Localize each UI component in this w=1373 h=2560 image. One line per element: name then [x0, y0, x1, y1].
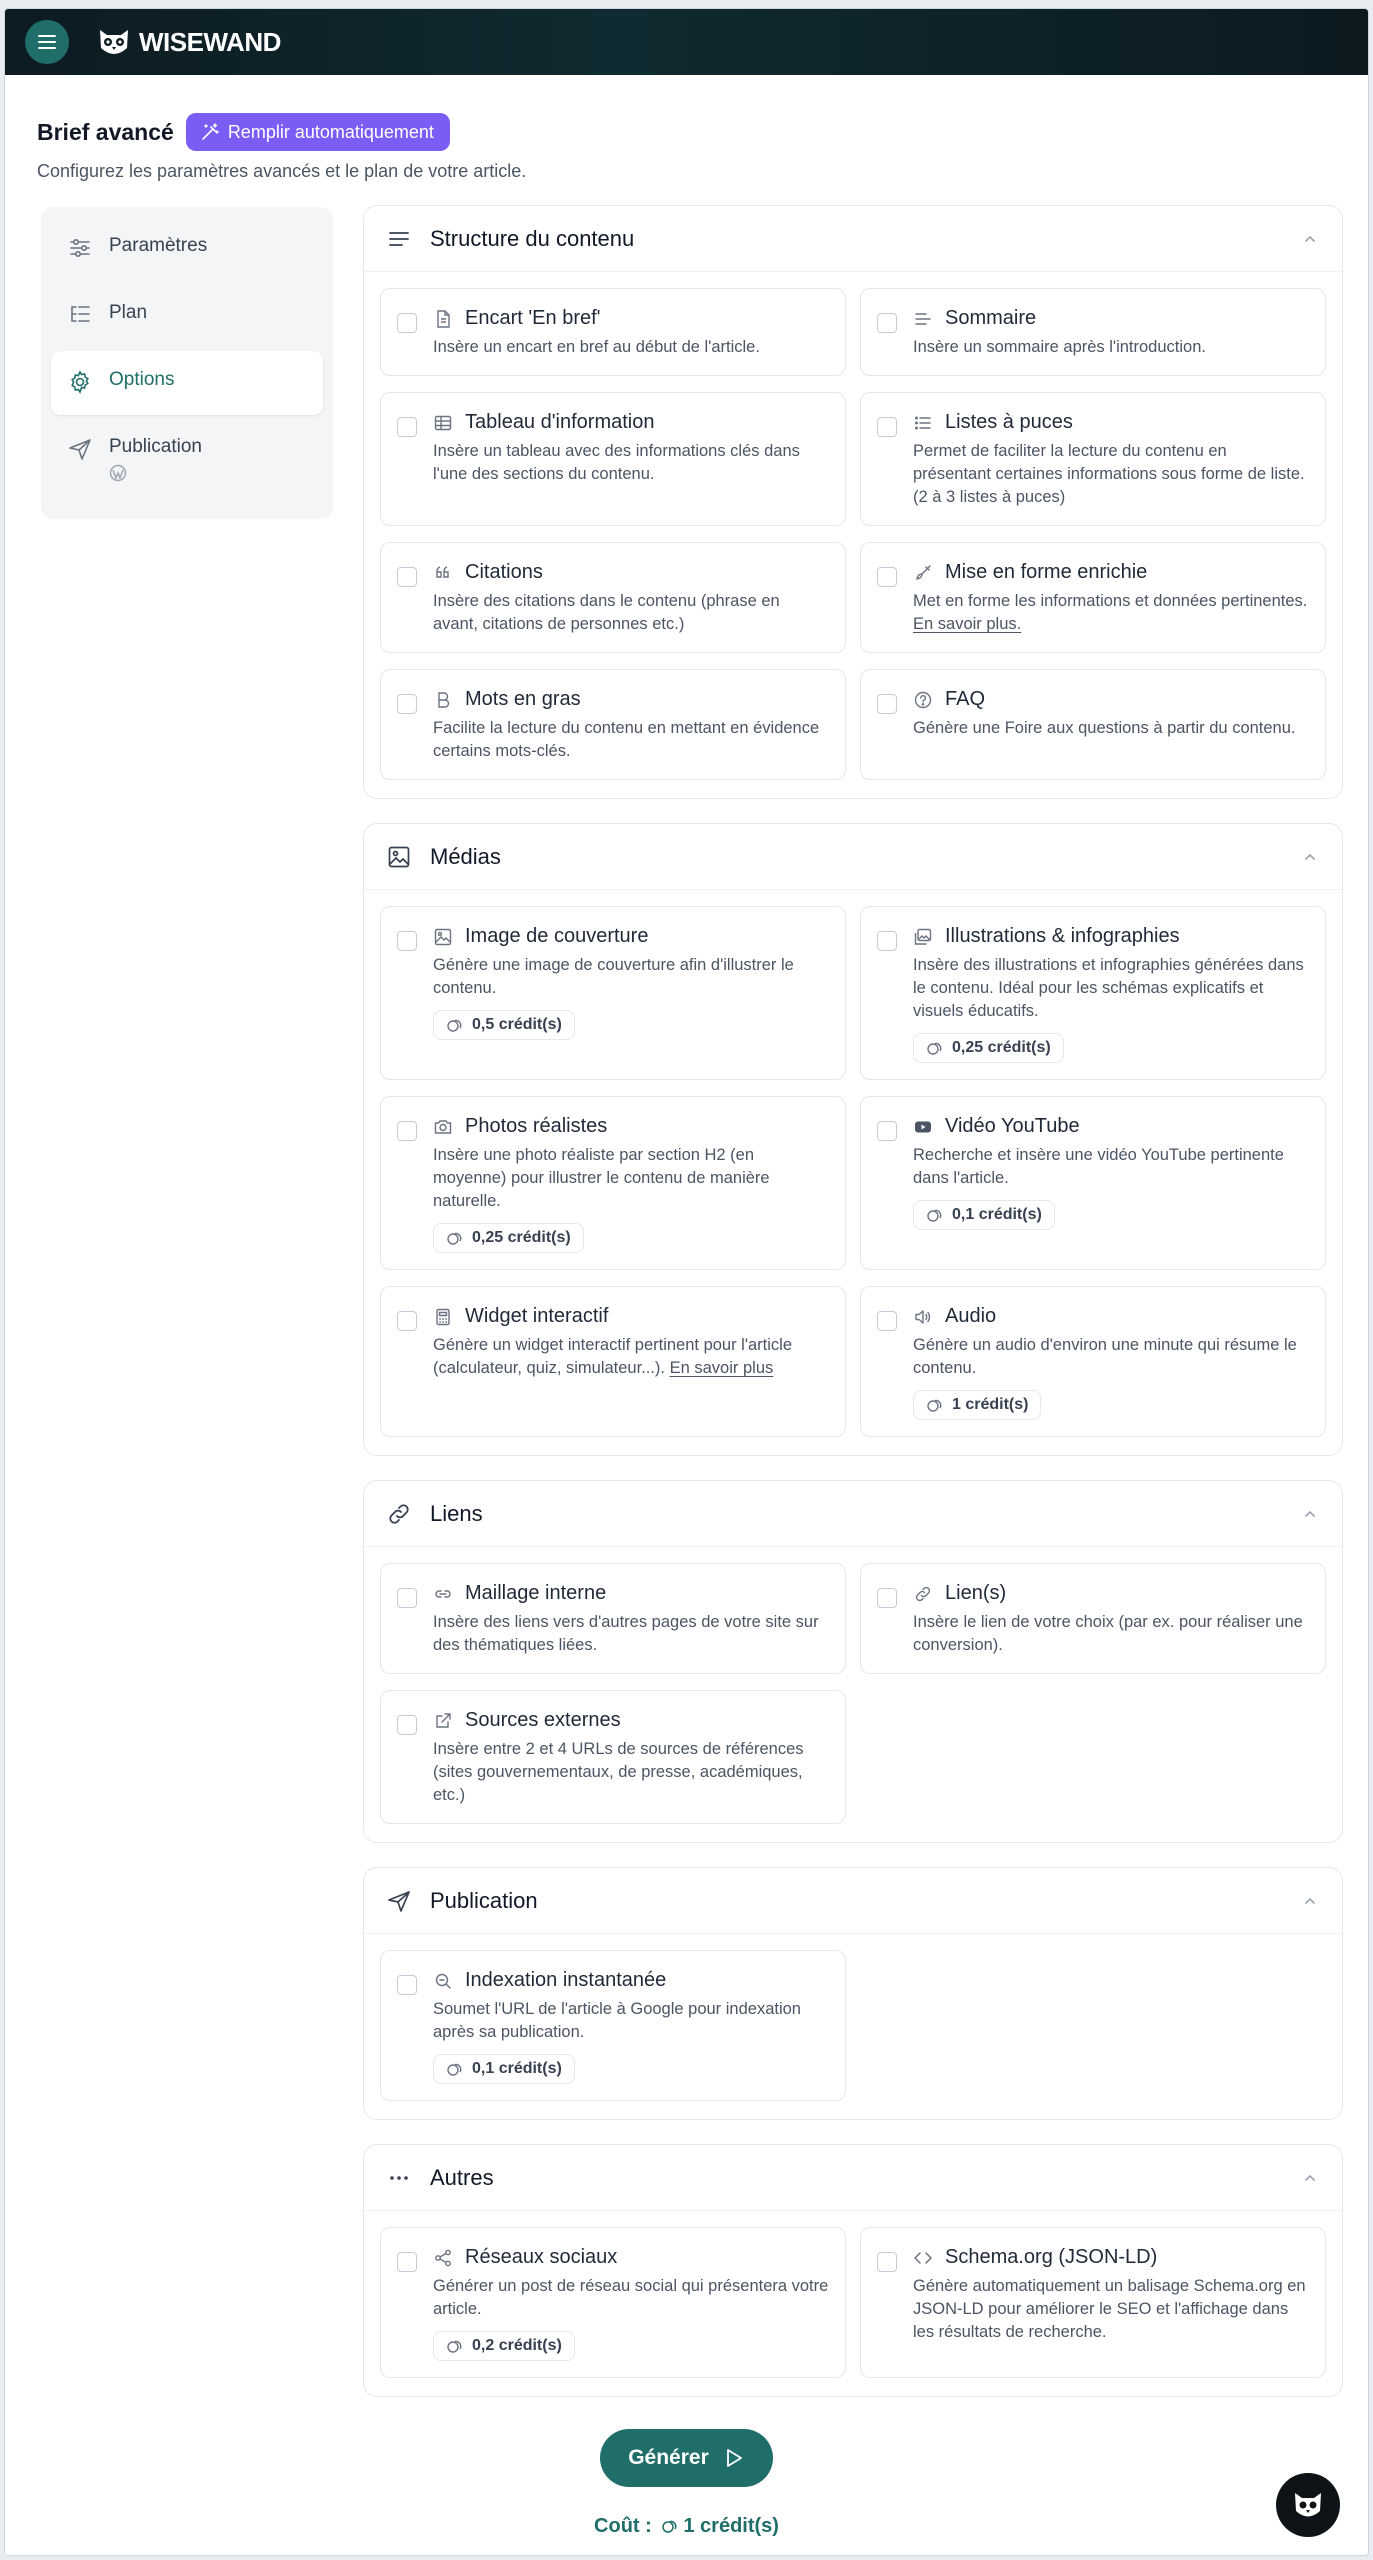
option-description: Soumet l'URL de l'article à Google pour indexation après sa publication.: [433, 2000, 801, 2041]
option-card[interactable]: [380, 392, 846, 526]
youtube-icon: [913, 1117, 933, 1137]
generate-label: Générer: [628, 2446, 709, 2469]
option-checkbox[interactable]: [877, 1311, 897, 1331]
section-autres: [363, 2144, 1343, 2397]
option-description: Génère automatiquement un balisage Schema.org en JSON-LD pour améliorer le SEO et l'affichage dans les résultats de recherche.: [913, 2277, 1306, 2341]
option-checkbox[interactable]: [397, 1715, 417, 1735]
bold-icon: [433, 690, 453, 710]
sliders-icon: [67, 235, 93, 261]
coins-icon: [446, 2060, 464, 2078]
page-title: Brief avancé: [37, 118, 174, 145]
coins-icon: [661, 2517, 679, 2535]
code-icon: [913, 2248, 933, 2268]
section-liens: [363, 1480, 1343, 1843]
autofill-button[interactable]: [186, 113, 450, 151]
page-subtitle: Configurez les paramètres avancés et le plan de votre article.: [37, 161, 527, 181]
option-card[interactable]: [860, 906, 1326, 1080]
option-description: Insère des citations dans le contenu (phrase en avant, citations de personnes etc.): [433, 592, 780, 633]
coins-icon: [926, 1206, 944, 1224]
speaker-icon: [913, 1307, 933, 1327]
option-description: Insère un encart en bref au début de l'article.: [433, 338, 760, 356]
play-icon: [721, 2446, 745, 2470]
option-description: Insère une photo réaliste par section H2 (en moyenne) pour illustrer le contenu de manière naturelle.: [433, 1146, 770, 1210]
option-title: Widget interactif: [465, 1305, 609, 1327]
app-window: [4, 8, 1369, 2556]
wordpress-icon: [109, 464, 127, 482]
section-title: Médias: [430, 843, 501, 869]
generate-button[interactable]: [600, 2429, 773, 2487]
cost-value: 1 crédit(s): [683, 2515, 779, 2537]
option-checkbox[interactable]: [397, 1121, 417, 1141]
option-card[interactable]: [860, 1563, 1326, 1674]
credit-badge: 0,2 crédit(s): [433, 2331, 575, 2361]
option-card[interactable]: [380, 906, 846, 1080]
option-title: Citations: [465, 561, 543, 583]
option-description: Insère des liens vers d'autres pages de votre site sur des thématiques liées.: [433, 1613, 819, 1654]
quote-icon: [433, 563, 453, 583]
chevron-up-icon[interactable]: [1300, 2168, 1320, 2188]
option-card[interactable]: [380, 669, 846, 780]
option-title: Audio: [945, 1305, 997, 1327]
option-checkbox[interactable]: [397, 567, 417, 587]
option-title: Image de couverture: [465, 925, 649, 947]
option-description: Insère des illustrations et infographies générées dans le contenu. Idéal pour les schémas explicatifs et visuels éducatifs.: [913, 956, 1304, 1020]
option-title: Sommaire: [945, 307, 1037, 329]
sidebar-item-parametres[interactable]: [51, 217, 323, 281]
section-header[interactable]: [364, 1481, 1342, 1547]
section-header[interactable]: [364, 2145, 1342, 2211]
cost-label: Coût :: [594, 2515, 652, 2537]
menu-button[interactable]: [25, 20, 69, 64]
section-header[interactable]: [364, 1868, 1342, 1934]
option-card[interactable]: [380, 2227, 846, 2378]
credit-badge: 0,25 crédit(s): [913, 1033, 1064, 1063]
option-checkbox[interactable]: [877, 567, 897, 587]
option-checkbox[interactable]: [397, 1311, 417, 1331]
option-checkbox[interactable]: [877, 417, 897, 437]
coins-icon: [446, 1229, 464, 1247]
option-title: Encart 'En bref': [465, 307, 601, 329]
cost-summary: [5, 2515, 1368, 2538]
paintbrush-icon: [913, 563, 933, 583]
section-medias: [363, 823, 1343, 1456]
option-description: Générer un post de réseau social qui présentera votre article.: [433, 2277, 829, 2318]
share-icon: [433, 2248, 453, 2268]
option-card[interactable]: [380, 542, 846, 653]
option-title: Illustrations & infographies: [945, 925, 1180, 947]
image-icon: [386, 844, 412, 870]
table-icon: [433, 413, 453, 433]
option-card[interactable]: [860, 1286, 1326, 1437]
section-title: Liens: [430, 1500, 483, 1526]
send-icon: [386, 1888, 412, 1914]
option-title: Indexation instantanée: [465, 1969, 667, 1991]
option-title: Photos réalistes: [465, 1115, 608, 1137]
option-checkbox[interactable]: [397, 694, 417, 714]
option-description: Recherche et insère une vidéo YouTube pertinente dans l'article.: [913, 1146, 1284, 1187]
option-card[interactable]: [860, 288, 1326, 376]
credit-badge: 0,1 crédit(s): [433, 2054, 575, 2084]
option-card[interactable]: [860, 392, 1326, 526]
generate-area: [5, 2429, 1368, 2487]
owl-logo-icon: [97, 26, 131, 58]
option-card[interactable]: [380, 1096, 846, 1270]
brand-name: WISEWAND: [139, 26, 281, 57]
bullet-list-icon: [913, 413, 933, 433]
option-checkbox[interactable]: [397, 931, 417, 951]
camera-icon: [433, 1117, 453, 1137]
chevron-up-icon[interactable]: [1300, 1504, 1320, 1524]
credit-badge: 0,5 crédit(s): [433, 1010, 575, 1040]
option-description: Insère entre 2 et 4 URLs de sources de références (sites gouvernementaux, de presse, académiques, etc.): [433, 1740, 804, 1804]
option-card[interactable]: [380, 288, 846, 376]
option-checkbox[interactable]: [877, 313, 897, 333]
option-title: Lien(s): [945, 1582, 1007, 1604]
option-description: Insère un tableau avec des informations clés dans l'une des sections du contenu.: [433, 442, 800, 483]
option-card[interactable]: [380, 1563, 846, 1674]
section-title: Publication: [430, 1887, 538, 1913]
option-title: Maillage interne: [465, 1582, 607, 1604]
option-title: Mots en gras: [465, 688, 581, 710]
send-icon: [67, 436, 93, 462]
chevron-up-icon[interactable]: [1300, 1891, 1320, 1911]
chevron-up-icon[interactable]: [1300, 847, 1320, 867]
section-header[interactable]: [364, 206, 1342, 272]
option-card[interactable]: [860, 669, 1326, 780]
option-card[interactable]: [380, 1950, 846, 2101]
coins-icon: [926, 1396, 944, 1414]
option-title: Schema.org (JSON-LD): [945, 2246, 1158, 2268]
option-checkbox[interactable]: [877, 2252, 897, 2272]
images-icon: [913, 927, 933, 947]
option-checkbox[interactable]: [877, 1588, 897, 1608]
sidebar-item-publication[interactable]: [51, 418, 323, 482]
option-checkbox[interactable]: [877, 1121, 897, 1141]
option-description: Génère un audio d'environ une minute qui résume le contenu.: [913, 1336, 1297, 1377]
content-sheet: [5, 75, 1368, 2555]
option-description: Met en forme les informations et données pertinentes. En savoir plus.: [913, 592, 1308, 633]
align-left-icon: [386, 226, 412, 252]
credit-badge: 0,25 crédit(s): [433, 1223, 584, 1253]
gear-icon: [67, 369, 93, 395]
section-structure: [363, 205, 1343, 799]
sidebar-item-label: Publication: [109, 436, 202, 457]
sidebar-item-label: Plan: [109, 302, 148, 323]
section-publication: [363, 1867, 1343, 2120]
credit-badge: 1 crédit(s): [913, 1390, 1041, 1420]
option-title: Tableau d'information: [465, 411, 655, 433]
option-checkbox[interactable]: [397, 417, 417, 437]
option-card[interactable]: [860, 542, 1326, 653]
coins-icon: [446, 1016, 464, 1034]
sidebar-item-label: Options: [109, 369, 175, 390]
chat-widget-button[interactable]: [1276, 2473, 1340, 2537]
more-horizontal-icon: [386, 2165, 412, 2191]
sidebar-item-options[interactable]: [51, 351, 323, 415]
option-card[interactable]: [380, 1286, 846, 1437]
option-title: Listes à puces: [945, 411, 1073, 433]
chevron-up-icon[interactable]: [1300, 229, 1320, 249]
option-description: Génère une image de couverture afin d'illustrer le contenu.: [433, 956, 794, 997]
option-title: Réseaux sociaux: [465, 2246, 618, 2268]
option-title: Vidéo YouTube: [945, 1115, 1080, 1137]
option-description: Génère une Foire aux questions à partir du contenu.: [913, 719, 1296, 737]
logo[interactable]: [97, 26, 281, 58]
search-icon: [433, 1971, 453, 1991]
option-checkbox[interactable]: [397, 1975, 417, 1995]
coins-icon: [926, 1039, 944, 1057]
option-title: Mise en forme enrichie: [945, 561, 1148, 583]
external-link-icon: [433, 1711, 453, 1731]
coins-icon: [446, 2337, 464, 2355]
image-icon: [433, 927, 453, 947]
option-card[interactable]: [860, 1096, 1326, 1270]
sidebar-item-label: Paramètres: [109, 235, 208, 256]
sidebar-nav: [41, 207, 333, 519]
options-panel: [363, 205, 1343, 2421]
option-description: Insère le lien de votre choix (par ex. pour réaliser une conversion).: [913, 1613, 1303, 1654]
section-header[interactable]: [364, 824, 1342, 890]
text-lines-icon: [913, 309, 933, 329]
autofill-label: Remplir automatiquement: [227, 121, 434, 142]
magic-wand-icon: [200, 122, 220, 142]
option-description: Permet de faciliter la lecture du contenu en présentant certaines informations sous forme de liste. (2 à 3 listes à puces): [913, 442, 1305, 506]
option-description: Facilite la lecture du contenu en mettant en évidence certains mots-clés.: [433, 719, 820, 760]
option-checkbox[interactable]: [397, 1588, 417, 1608]
section-title: Structure du contenu: [430, 225, 635, 251]
list-tree-icon: [67, 302, 93, 328]
top-bar: [5, 9, 1368, 75]
link-icon: [433, 1584, 453, 1604]
option-checkbox[interactable]: [397, 313, 417, 333]
hamburger-icon: [38, 35, 56, 49]
option-checkbox[interactable]: [397, 2252, 417, 2272]
learn-more-link[interactable]: En savoir plus: [669, 1359, 774, 1377]
learn-more-link[interactable]: En savoir plus.: [913, 615, 1022, 633]
link-icon: [386, 1501, 412, 1527]
sidebar-item-plan[interactable]: [51, 284, 323, 348]
document-icon: [433, 309, 453, 329]
option-description: Insère un sommaire après l'introduction.: [913, 338, 1206, 356]
option-card[interactable]: [380, 1690, 846, 1824]
section-title: Autres: [430, 2164, 494, 2190]
option-checkbox[interactable]: [877, 694, 897, 714]
option-description: Génère un widget interactif pertinent pour l'article (calculateur, quiz, simulateur...). En savoir plus: [433, 1336, 793, 1377]
option-card[interactable]: [860, 2227, 1326, 2378]
credit-badge: 0,1 crédit(s): [913, 1200, 1055, 1230]
link-icon: [913, 1584, 933, 1604]
option-title: FAQ: [945, 688, 986, 710]
help-circle-icon: [913, 690, 933, 710]
owl-chat-icon: [1290, 2487, 1326, 2523]
option-title: Sources externes: [465, 1709, 621, 1731]
option-checkbox[interactable]: [877, 931, 897, 951]
calculator-icon: [433, 1307, 453, 1327]
